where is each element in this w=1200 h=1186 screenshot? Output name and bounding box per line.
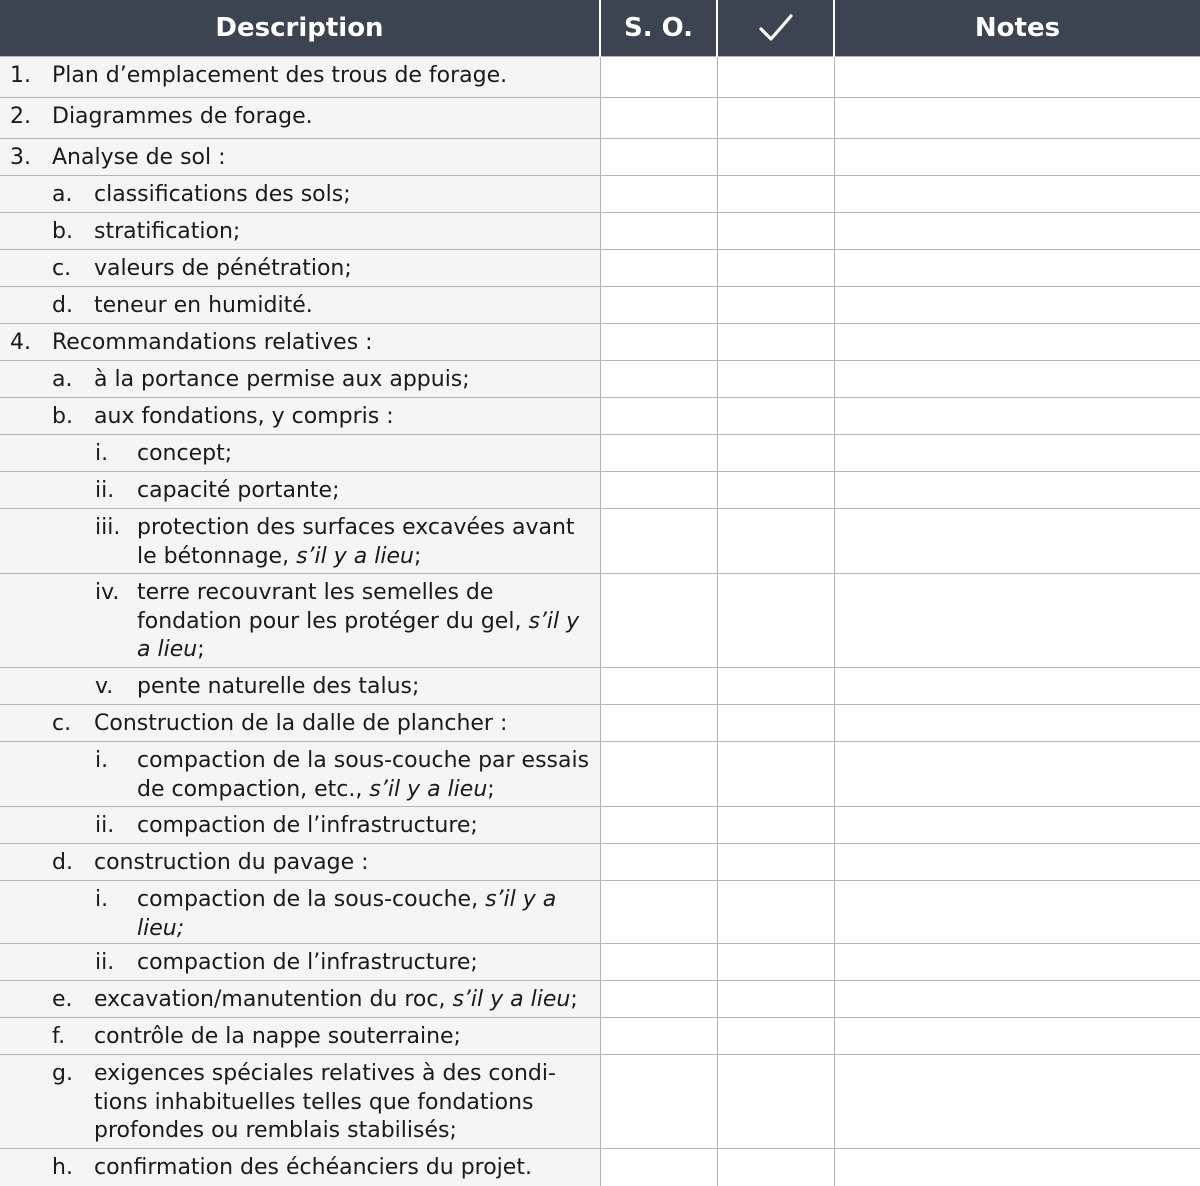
- item-text: [137, 673, 600, 702]
- item-number: d.: [52, 850, 73, 875]
- check-cell[interactable]: [717, 574, 834, 668]
- item-text-suffix: ;: [487, 776, 495, 802]
- item-text-main: contrôle de la nappe souterraine;: [94, 1024, 461, 1049]
- item-number: h.: [52, 1155, 73, 1180]
- notes-cell[interactable]: [834, 981, 1200, 1018]
- description-cell: [0, 213, 600, 250]
- item-text: [94, 181, 600, 210]
- notes-cell[interactable]: [834, 881, 1200, 944]
- description-cell: [0, 807, 600, 844]
- so-cell[interactable]: [600, 574, 717, 668]
- item-text-main: Analyse de sol :: [52, 145, 226, 170]
- description-cell: [0, 668, 600, 705]
- so-cell[interactable]: [600, 213, 717, 250]
- item-text-main: Diagrammes de forage.: [52, 104, 313, 129]
- item-text-suffix: ;: [570, 987, 578, 1012]
- item-text-main: Construction de la dalle de plancher :: [94, 711, 508, 736]
- item-text-main: à la portance permise aux appuis;: [94, 367, 470, 392]
- table-row: [0, 1018, 1200, 1055]
- so-cell[interactable]: [600, 250, 717, 287]
- header-checkmark: [717, 0, 834, 57]
- description-cell: [0, 844, 600, 881]
- item-text-italic: s’il y a lieu;: [137, 887, 557, 941]
- so-cell[interactable]: [600, 705, 717, 742]
- check-cell[interactable]: [717, 57, 834, 98]
- so-cell[interactable]: [600, 1149, 717, 1186]
- table-row: [0, 742, 1200, 807]
- notes-cell[interactable]: [834, 435, 1200, 472]
- header-description: Description: [0, 0, 600, 57]
- check-cell[interactable]: [717, 807, 834, 844]
- description-cell: [0, 176, 600, 213]
- item-text-main: compaction de la sous-couche,: [137, 887, 479, 912]
- table-row: [0, 668, 1200, 705]
- item-text-main: compaction de l’infrastructure;: [137, 813, 478, 838]
- table-row: [0, 881, 1200, 944]
- item-text-main: compaction de l’infrastructure;: [137, 950, 478, 975]
- check-cell[interactable]: [717, 287, 834, 324]
- table-row: [0, 509, 1200, 574]
- description-cell: [0, 435, 600, 472]
- notes-cell[interactable]: [834, 1149, 1200, 1186]
- notes-cell[interactable]: [834, 509, 1200, 574]
- so-cell[interactable]: [600, 509, 717, 574]
- table-row: [0, 213, 1200, 250]
- table-row: [0, 98, 1200, 139]
- item-number: g.: [52, 1061, 73, 1086]
- item-number: v.: [95, 674, 114, 699]
- check-cell[interactable]: [717, 472, 834, 509]
- checkmark-icon: [758, 13, 794, 43]
- notes-cell[interactable]: [834, 324, 1200, 361]
- item-text-main: compaction de la sous-couche par essais de compaction, etc.,: [137, 748, 590, 802]
- description-cell: [0, 1018, 600, 1055]
- item-number: 3.: [10, 145, 31, 170]
- item-text-main: construction du pavage :: [94, 850, 369, 875]
- item-text-suffix: ;: [413, 543, 422, 569]
- item-number: iv.: [95, 580, 120, 605]
- notes-cell[interactable]: [834, 472, 1200, 509]
- table-row: [0, 472, 1200, 509]
- notes-cell[interactable]: [834, 944, 1200, 981]
- table-row: [0, 250, 1200, 287]
- item-number: a.: [52, 182, 73, 207]
- so-cell[interactable]: [600, 742, 717, 807]
- table-row: [0, 324, 1200, 361]
- item-text: [137, 579, 600, 665]
- item-text: [137, 949, 600, 978]
- item-text: [94, 292, 600, 321]
- item-text: [94, 403, 600, 432]
- description-cell: [0, 472, 600, 509]
- item-text-main: valeurs de pénétration;: [94, 256, 352, 281]
- check-cell[interactable]: [717, 176, 834, 213]
- description-cell: [0, 57, 600, 98]
- check-cell[interactable]: [717, 844, 834, 881]
- check-cell[interactable]: [717, 361, 834, 398]
- so-cell[interactable]: [600, 668, 717, 705]
- description-cell: [0, 287, 600, 324]
- notes-cell[interactable]: [834, 98, 1200, 139]
- table-row: [0, 844, 1200, 881]
- item-text-italic: s’il y a lieu: [296, 543, 414, 569]
- item-text-main: pente naturelle des talus;: [137, 674, 420, 699]
- item-text: [94, 1023, 600, 1052]
- check-cell[interactable]: [717, 1018, 834, 1055]
- so-cell[interactable]: [600, 1018, 717, 1055]
- item-number: b.: [52, 219, 73, 244]
- so-cell[interactable]: [600, 944, 717, 981]
- check-cell[interactable]: [717, 98, 834, 139]
- check-cell[interactable]: [717, 250, 834, 287]
- so-cell[interactable]: [600, 361, 717, 398]
- item-text: [94, 986, 600, 1015]
- item-text-main: protection des surfaces excavées avant le bétonnage,: [137, 515, 575, 569]
- item-text: [94, 849, 600, 878]
- check-cell[interactable]: [717, 509, 834, 574]
- notes-cell[interactable]: [834, 1018, 1200, 1055]
- item-text-main: Recommandations relatives :: [52, 330, 373, 355]
- so-cell[interactable]: [600, 807, 717, 844]
- item-text-italic: s’il y a lieu: [452, 987, 571, 1012]
- header-row: [0, 0, 1200, 57]
- notes-cell[interactable]: [834, 57, 1200, 98]
- so-cell[interactable]: [600, 176, 717, 213]
- notes-cell[interactable]: [834, 742, 1200, 807]
- table-row: [0, 1055, 1200, 1149]
- so-cell[interactable]: [600, 324, 717, 361]
- item-text: [94, 218, 600, 247]
- notes-cell[interactable]: [834, 574, 1200, 668]
- item-text-main: terre recouvrant les semelles de fondation pour les protéger du gel,: [137, 580, 522, 634]
- item-number: c.: [52, 256, 72, 281]
- item-text-main: exigences spéciales relatives à des condi-tions inhabituelles telles que fondations profondes ou remblais stabilisés;: [94, 1061, 556, 1143]
- table-row: [0, 57, 1200, 98]
- notes-cell[interactable]: [834, 1055, 1200, 1149]
- description-cell: [0, 361, 600, 398]
- header-so: S. O.: [600, 0, 717, 57]
- check-cell[interactable]: [717, 981, 834, 1018]
- check-cell[interactable]: [717, 139, 834, 176]
- notes-cell[interactable]: [834, 668, 1200, 705]
- item-number: d.: [52, 293, 73, 318]
- item-number: ii.: [95, 478, 115, 503]
- item-text: [94, 1154, 600, 1183]
- table-row: [0, 176, 1200, 213]
- item-number: 1.: [10, 63, 31, 88]
- item-text-main: teneur en humidité.: [94, 293, 313, 318]
- description-cell: [0, 250, 600, 287]
- description-cell: [0, 881, 600, 944]
- item-text-suffix: ;: [197, 637, 205, 662]
- so-cell[interactable]: [600, 398, 717, 435]
- item-text: [137, 440, 600, 469]
- item-number: e.: [52, 987, 73, 1012]
- item-number: c.: [52, 711, 72, 736]
- item-text: [94, 1060, 600, 1146]
- item-number: i.: [95, 887, 109, 912]
- item-text: [137, 886, 600, 943]
- check-cell[interactable]: [717, 435, 834, 472]
- description-cell: [0, 981, 600, 1018]
- check-cell[interactable]: [717, 742, 834, 807]
- table-row: [0, 705, 1200, 742]
- check-cell[interactable]: [717, 944, 834, 981]
- table-row: [0, 139, 1200, 176]
- notes-cell[interactable]: [834, 213, 1200, 250]
- notes-cell[interactable]: [834, 844, 1200, 881]
- item-number: f.: [52, 1024, 66, 1049]
- description-cell: [0, 1055, 600, 1149]
- check-cell[interactable]: [717, 1149, 834, 1186]
- item-text: [52, 62, 600, 91]
- description-cell: [0, 742, 600, 807]
- item-text-main: confirmation des échéanciers du projet.: [94, 1155, 532, 1180]
- description-cell: [0, 574, 600, 668]
- so-cell[interactable]: [600, 57, 717, 98]
- table-row: [0, 574, 1200, 668]
- description-cell: [0, 98, 600, 139]
- check-cell[interactable]: [717, 213, 834, 250]
- notes-cell[interactable]: [834, 139, 1200, 176]
- check-cell[interactable]: [717, 881, 834, 944]
- item-number: b.: [52, 404, 73, 429]
- item-text: [52, 144, 600, 173]
- description-cell: [0, 944, 600, 981]
- item-text-main: excavation/manutention du roc,: [94, 987, 446, 1012]
- notes-cell[interactable]: [834, 287, 1200, 324]
- check-cell[interactable]: [717, 705, 834, 742]
- item-text-main: Plan d’emplacement des trous de forage.: [52, 63, 508, 88]
- check-cell[interactable]: [717, 398, 834, 435]
- notes-cell[interactable]: [834, 705, 1200, 742]
- notes-cell[interactable]: [834, 176, 1200, 213]
- so-cell[interactable]: [600, 881, 717, 944]
- table-row: [0, 807, 1200, 844]
- item-text: [94, 366, 600, 395]
- notes-cell[interactable]: [834, 250, 1200, 287]
- check-cell[interactable]: [717, 1055, 834, 1149]
- notes-cell[interactable]: [834, 361, 1200, 398]
- item-text-italic: s’il y a lieu: [369, 776, 488, 802]
- so-cell[interactable]: [600, 287, 717, 324]
- check-cell[interactable]: [717, 668, 834, 705]
- item-text-main: classifications des sols;: [94, 182, 351, 207]
- item-number: ii.: [95, 813, 115, 838]
- item-number: iii.: [95, 515, 121, 540]
- item-text: [52, 329, 600, 358]
- item-text-main: concept;: [137, 441, 233, 466]
- so-cell[interactable]: [600, 981, 717, 1018]
- description-cell: [0, 324, 600, 361]
- item-number: 2.: [10, 104, 31, 129]
- description-cell: [0, 1149, 600, 1186]
- notes-cell[interactable]: [834, 398, 1200, 435]
- table-row: [0, 398, 1200, 435]
- table-row: [0, 944, 1200, 981]
- item-text: [137, 812, 600, 841]
- item-text-italic: s’il y a lieu: [137, 608, 580, 662]
- notes-cell[interactable]: [834, 807, 1200, 844]
- item-text: [137, 477, 600, 506]
- so-cell[interactable]: [600, 1055, 717, 1149]
- table-row: [0, 1149, 1200, 1186]
- so-cell[interactable]: [600, 435, 717, 472]
- table-row: [0, 361, 1200, 398]
- description-cell: [0, 398, 600, 435]
- item-number: i.: [95, 441, 109, 466]
- item-number: a.: [52, 367, 73, 392]
- item-text-main: stratification;: [94, 219, 241, 244]
- description-cell: [0, 139, 600, 176]
- item-text-main: aux fondations, y compris :: [94, 404, 394, 429]
- so-cell[interactable]: [600, 139, 717, 176]
- header-notes: Notes: [834, 0, 1200, 57]
- item-text: [137, 514, 600, 571]
- description-cell: [0, 509, 600, 574]
- check-cell[interactable]: [717, 324, 834, 361]
- item-text: [137, 747, 600, 804]
- item-text: [94, 255, 600, 284]
- table-row: [0, 287, 1200, 324]
- so-cell[interactable]: [600, 844, 717, 881]
- item-text: [52, 103, 600, 132]
- item-text: [94, 710, 600, 739]
- table-row: [0, 981, 1200, 1018]
- item-number: i.: [95, 748, 109, 773]
- table-row: [0, 435, 1200, 472]
- item-number: 4.: [10, 330, 31, 355]
- description-cell: [0, 705, 600, 742]
- so-cell[interactable]: [600, 472, 717, 509]
- item-number: ii.: [95, 950, 115, 975]
- item-text-main: capacité portante;: [137, 478, 340, 503]
- so-cell[interactable]: [600, 98, 717, 139]
